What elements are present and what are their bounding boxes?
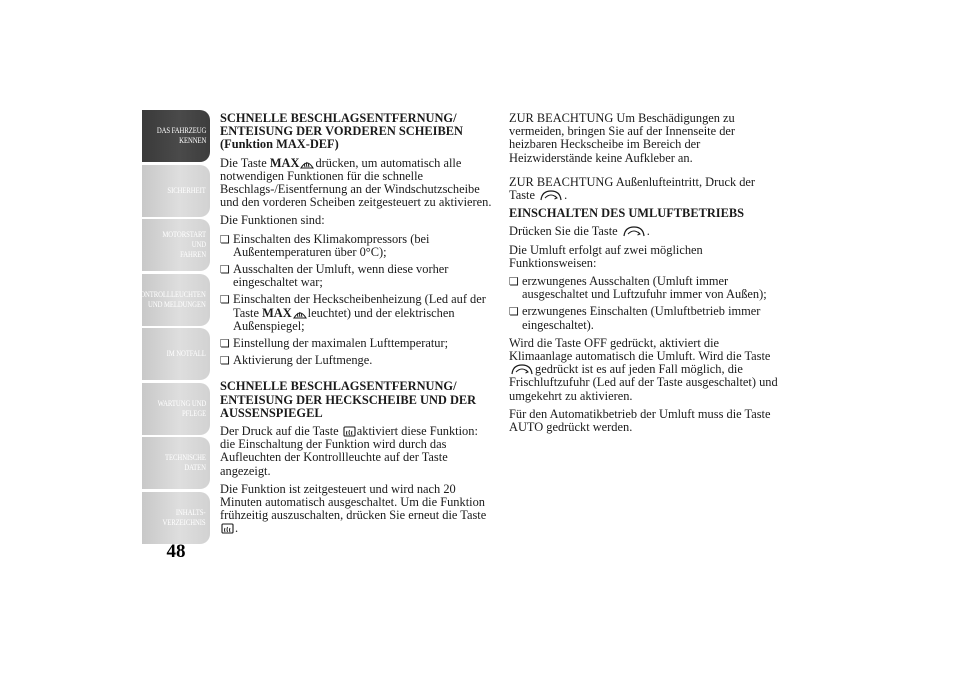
tab-label: DAS FAHRZEUG KENNEN: [156, 126, 206, 145]
list-item: ❏ Einstellung der maximalen Lufttemperatur;: [220, 337, 495, 350]
tab-motorstart-und-fahren[interactable]: [142, 219, 210, 271]
tab-label: MOTORSTART UND FAHREN: [162, 230, 206, 259]
section-heading-front-defrost: SCHNELLE BESCHLAGSENTFERNUNG/ ENTEISUNG DER VORDEREN SCHEIBEN (Funktion MAX-DEF): [220, 111, 463, 152]
tab-label: TECHNISCHE DATEN: [165, 453, 206, 472]
paragraph: Die Taste MAX drücken, um automatisch alle notwendigen Funktionen für die schnelle Beschlags-/Eisentfernung an der Windschutzscheibe und den vorderen Scheiben zeitgesteuert zu aktivieren.: [220, 155, 492, 210]
tab-kontrollleuchten[interactable]: [135, 274, 210, 326]
function-list: [220, 233, 495, 368]
list-item: ❏ Aktivierung der Luftmenge.: [220, 354, 495, 367]
tab-sicherheit[interactable]: [142, 165, 210, 217]
warning-note: ZUR BEACHTUNG Außenlufteintritt, Druck der Taste .: [509, 174, 756, 203]
tab-label: KONTROLLLEUCHTEN UND MELDUNGEN: [135, 289, 206, 309]
rear-defrost-icon: [221, 523, 234, 535]
front-defrost-icon: [293, 308, 307, 320]
list-item: ❏ Einschalten des Klimakompressors (bei Außentemperaturen über 0°C);: [220, 233, 495, 259]
list-item: ❏ erzwungenes Einschalten (Umluftbetrieb immer eingeschaltet).: [509, 305, 779, 331]
tab-inhaltsverzeichnis[interactable]: [142, 492, 210, 544]
tab-wartung-und-pflege[interactable]: [142, 383, 210, 435]
paragraph: Die Umluft erfolgt auf zwei möglichen Funktionsweisen:: [509, 242, 703, 270]
list-item: ❏ Einschalten der Heckscheibenheizung (Led auf der Taste MAX leuchtet) und der elektrischen Außenspiegel;: [220, 293, 495, 333]
air-recirculation-icon: [622, 226, 646, 238]
paragraph: Die Funktionen sind:: [220, 213, 325, 228]
tab-label: WARTUNG UND PFLEGE: [157, 398, 206, 418]
tab-label: INHALTS- VERZEICHNIS: [162, 507, 206, 527]
air-recirculation-icon: [510, 364, 534, 376]
key-label: MAX: [262, 305, 292, 320]
tab-technische-daten[interactable]: [142, 437, 210, 489]
chapter-tabs: [135, 110, 210, 546]
left-column: [220, 112, 495, 541]
recirculation-mode-list: [509, 275, 779, 332]
paragraph: Für den Automatikbetrieb der Umluft muss die Taste AUTO gedrückt werden.: [509, 406, 771, 435]
page-number: 48: [166, 541, 186, 562]
tab-im-notfall[interactable]: [142, 328, 210, 380]
air-recirculation-icon: [539, 190, 563, 202]
section-heading-rear-defrost: SCHNELLE BESCHLAGSENTFERNUNG/ ENTEISUNG DER HECKSCHEIBE UND DER AUSSENSPIEGEL: [220, 379, 477, 420]
paragraph: Der Druck auf die Taste aktiviert diese Funktion: die Einschaltung der Funktion wird durch das Aufleuchten der Kontrollleuchte auf der Taste angezeigt.: [220, 424, 478, 478]
paragraph: Die Funktion ist zeitgesteuert und wird nach 20 Minuten automatisch ausgeschaltet. Um die Funktion frühzeitig auszuschalten, drücken Sie erneut die Taste .: [220, 481, 487, 536]
paragraph: Wird die Taste OFF gedrückt, aktiviert die Klimaanlage automatisch die Umluft. Wird die Taste gedrückt ist es auf jeden Fall möglich, die Frischluftzufuhr (Led auf der Taste ausgeschaltet) und umgekehrt zu aktivieren.: [509, 335, 778, 403]
tab-label: SICHERHEIT: [167, 185, 206, 195]
right-column: [509, 112, 779, 439]
section-heading-recirculation: EINSCHALTEN DES UMLUFTBETRIEBS: [509, 206, 745, 221]
list-item: ❏ Ausschalten der Umluft, wenn diese vorher eingeschaltet war;: [220, 263, 495, 289]
tab-label: IM NOTFALL: [166, 349, 206, 359]
rear-defrost-icon: [343, 426, 356, 438]
front-defrost-icon: [300, 158, 314, 170]
paragraph: Drücken Sie die Taste .: [509, 224, 650, 239]
tab-das-fahrzeug-kennen[interactable]: [142, 110, 210, 162]
key-label: MAX: [269, 155, 300, 170]
warning-note: ZUR BEACHTUNG Um Beschädigungen zu vermeiden, bringen Sie auf der Innenseite der heizbaren Heckscheibe im Bereich der Heizwiderstände keine Aufkleber an.: [509, 111, 736, 165]
list-item: ❏ erzwungenes Ausschalten (Umluft immer ausgeschaltet und Luftzufuhr immer von Außen);: [509, 275, 779, 301]
